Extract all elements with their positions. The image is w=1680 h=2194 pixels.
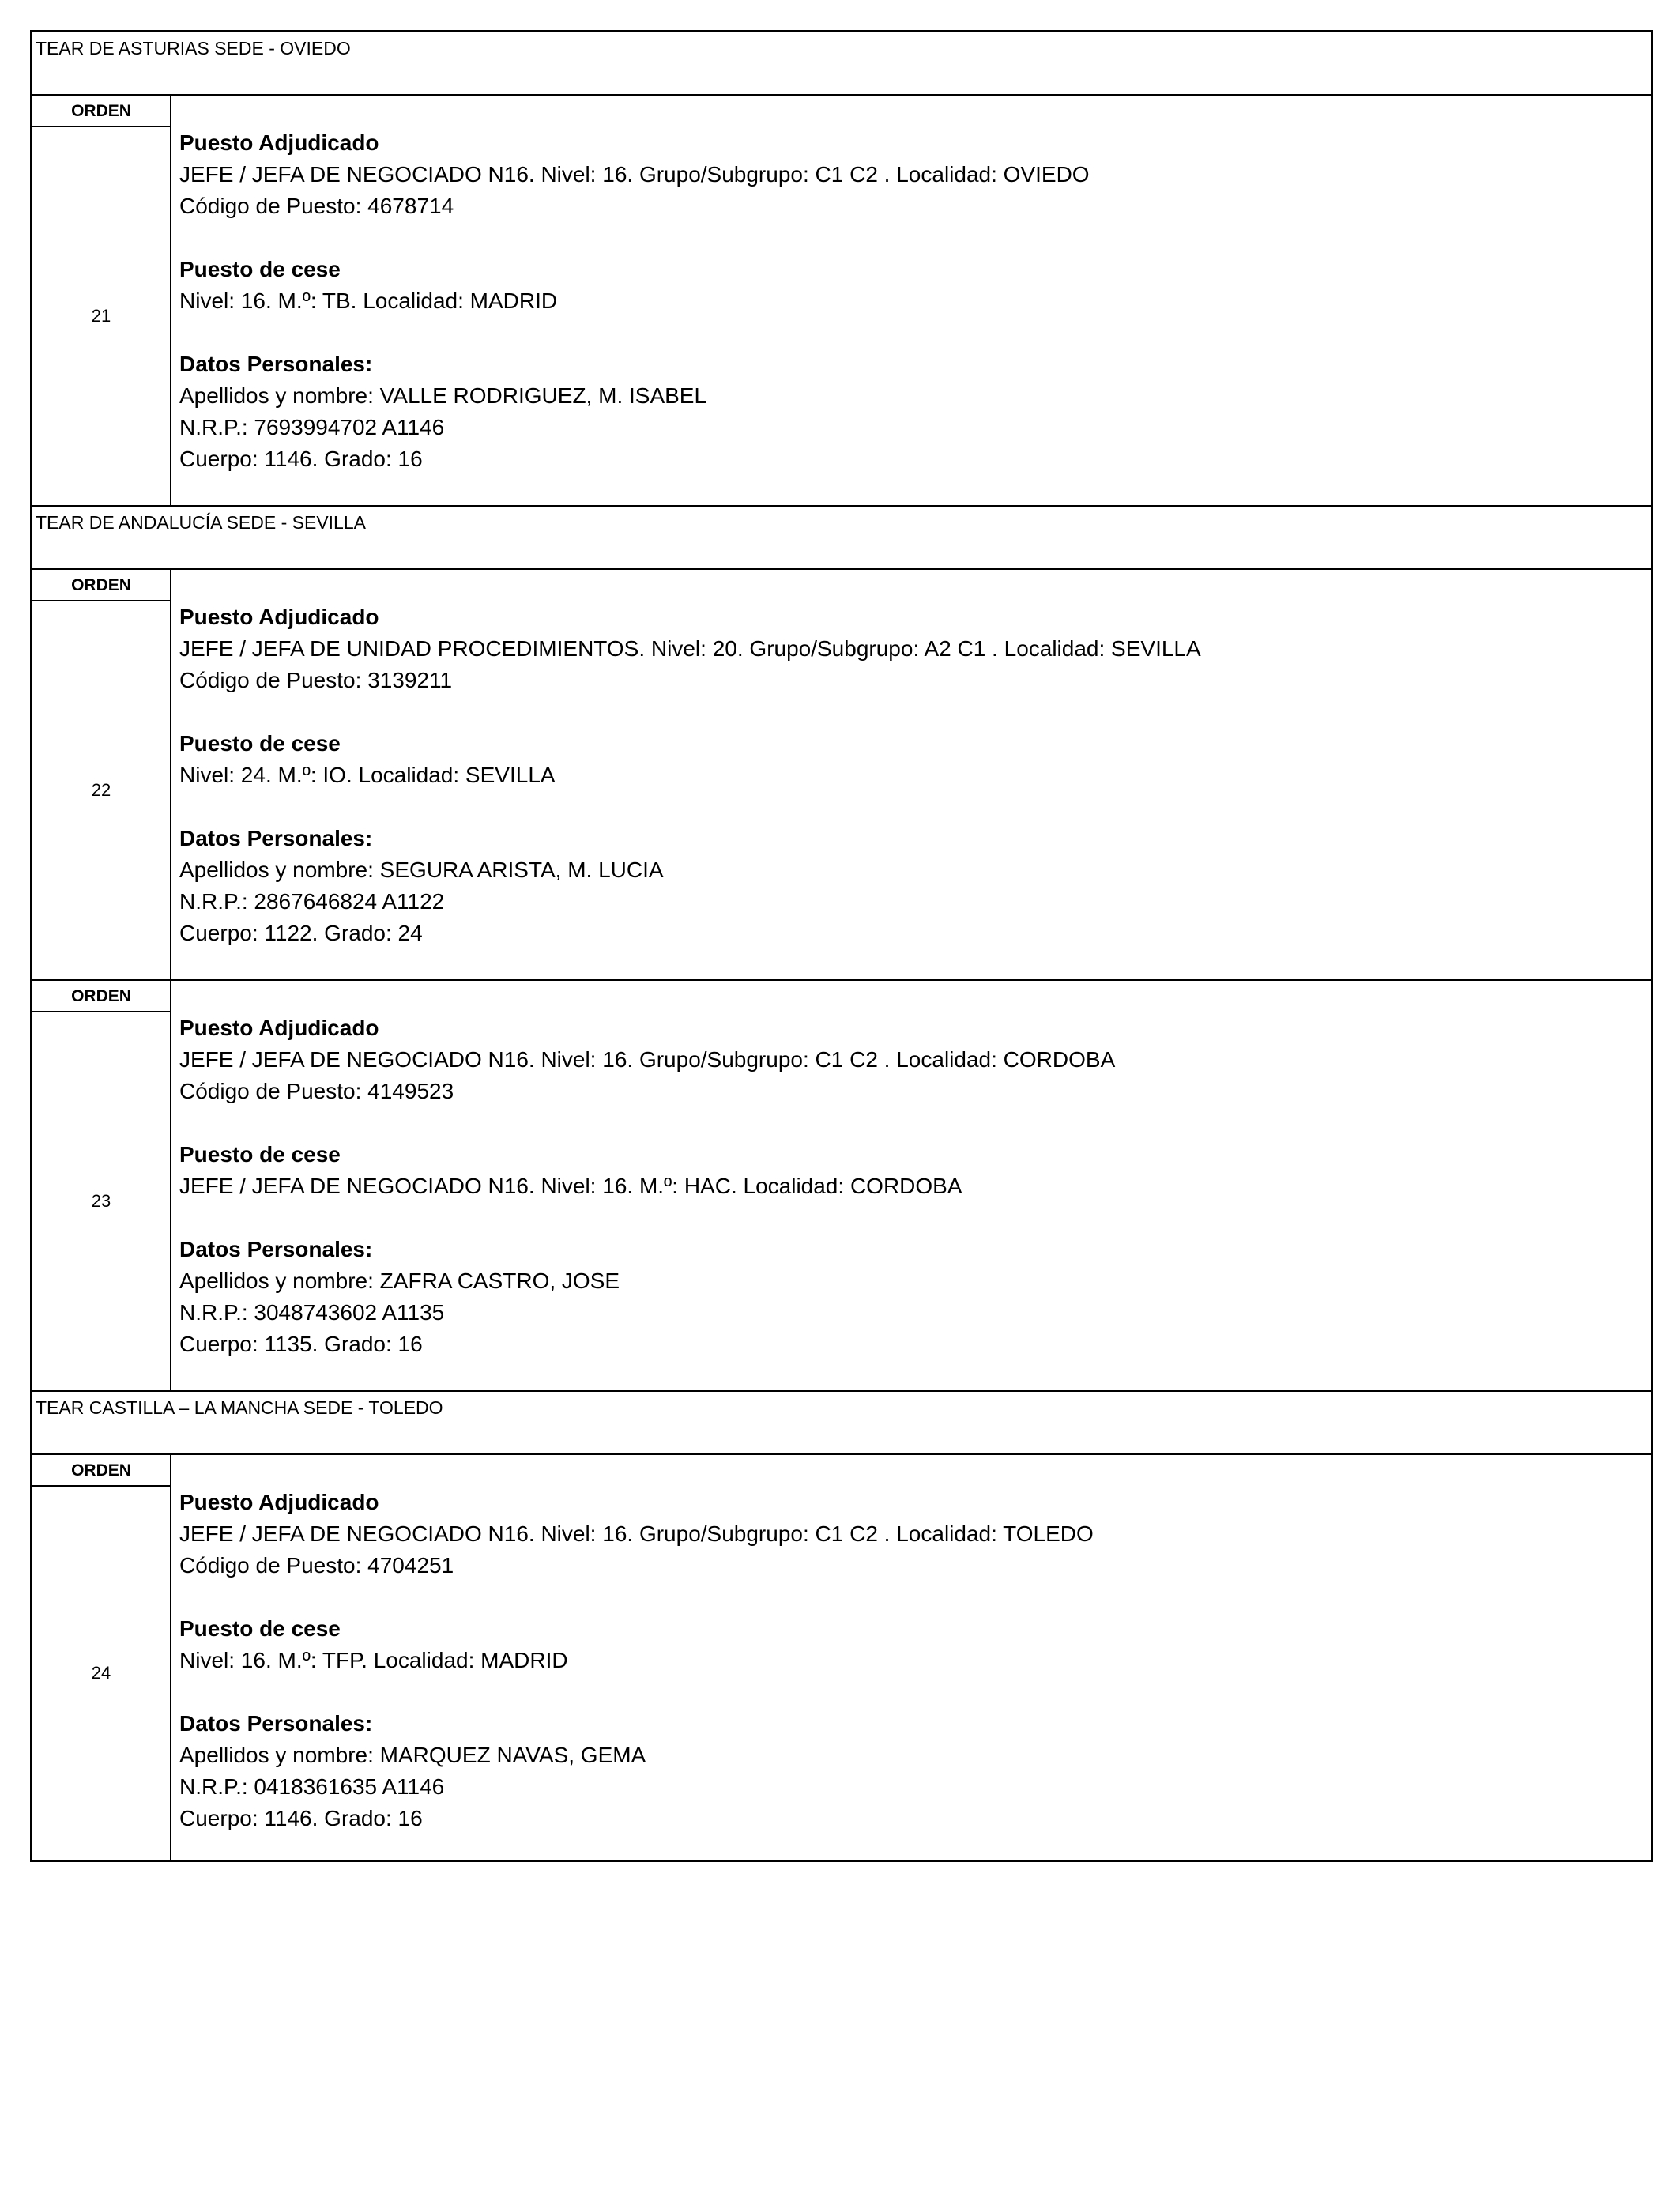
section-title: TEAR DE ANDALUCÍA SEDE - SEVILLA <box>36 512 366 533</box>
datos-personales-heading: Datos Personales: <box>179 352 373 376</box>
apellidos-nombre: Apellidos y nombre: MARQUEZ NAVAS, GEMA <box>179 1743 646 1767</box>
apellidos-nombre: Apellidos y nombre: ZAFRA CASTRO, JOSE <box>179 1269 620 1293</box>
spacer <box>179 222 1643 254</box>
orden-number: 21 <box>91 306 111 326</box>
puesto-adjudicado-heading: Puesto Adjudicado <box>179 1490 379 1514</box>
orden-number: 22 <box>91 780 111 800</box>
codigo-puesto: Código de Puesto: 4704251 <box>179 1553 454 1578</box>
entry-row <box>32 1455 1651 1860</box>
apellidos-nombre: Apellidos y nombre: VALLE RODRIGUEZ, M. ISABEL <box>179 383 707 408</box>
puesto-cese-text: Nivel: 16. M.º: TFP. Localidad: MADRID <box>179 1648 568 1672</box>
orden-column <box>32 981 171 1390</box>
orden-label: ORDEN <box>32 570 170 601</box>
spacer <box>179 791 1643 823</box>
puesto-cese-text: JEFE / JEFA DE NEGOCIADO N16. Nivel: 16. M.º: HAC. Localidad: CORDOBA <box>179 1174 962 1198</box>
puesto-adjudicado-text: JEFE / JEFA DE NEGOCIADO N16. Nivel: 16. Grupo/Subgrupo: C1 C2 . Localidad: OVIEDO <box>179 162 1090 187</box>
cuerpo-grado: Cuerpo: 1146. Grado: 16 <box>179 1806 423 1830</box>
apellidos-nombre: Apellidos y nombre: SEGURA ARISTA, M. LUCIA <box>179 858 664 882</box>
orden-label: ORDEN <box>32 96 170 127</box>
puesto-adjudicado-heading: Puesto Adjudicado <box>179 1016 379 1040</box>
entry-details <box>179 601 1643 949</box>
nrp: N.R.P.: 7693994702 A1146 <box>179 415 445 439</box>
puesto-adjudicado-heading: Puesto Adjudicado <box>179 130 379 155</box>
orden-label: ORDEN <box>32 981 170 1012</box>
cuerpo-grado: Cuerpo: 1122. Grado: 24 <box>179 921 423 945</box>
orden-column <box>32 1455 171 1860</box>
section-title: TEAR CASTILLA – LA MANCHA SEDE - TOLEDO <box>36 1397 443 1418</box>
section-title: TEAR DE ASTURIAS SEDE - OVIEDO <box>36 38 351 58</box>
orden-column <box>32 96 171 505</box>
puesto-cese-text: Nivel: 24. M.º: IO. Localidad: SEVILLA <box>179 763 556 787</box>
nrp: N.R.P.: 3048743602 A1135 <box>179 1300 445 1325</box>
entry-details <box>179 127 1643 475</box>
puesto-cese-heading: Puesto de cese <box>179 1616 341 1641</box>
entry-details <box>179 1012 1643 1360</box>
cuerpo-grado: Cuerpo: 1135. Grado: 16 <box>179 1332 423 1356</box>
spacer <box>179 1676 1643 1708</box>
datos-personales-heading: Datos Personales: <box>179 1711 373 1736</box>
datos-personales-heading: Datos Personales: <box>179 826 373 850</box>
adjudication-table <box>30 30 1653 1862</box>
spacer <box>179 1581 1643 1613</box>
spacer <box>179 1202 1643 1234</box>
puesto-adjudicado-text: JEFE / JEFA DE NEGOCIADO N16. Nivel: 16. Grupo/Subgrupo: C1 C2 . Localidad: TOLEDO <box>179 1521 1094 1546</box>
spacer <box>179 696 1643 728</box>
puesto-adjudicado-text: JEFE / JEFA DE UNIDAD PROCEDIMIENTOS. Nivel: 20. Grupo/Subgrupo: A2 C1 . Localidad: SEVILLA <box>179 636 1201 661</box>
section-header-toledo <box>32 1392 1651 1455</box>
puesto-cese-heading: Puesto de cese <box>179 257 341 281</box>
orden-label: ORDEN <box>32 1455 170 1487</box>
cuerpo-grado: Cuerpo: 1146. Grado: 16 <box>179 447 423 471</box>
puesto-cese-heading: Puesto de cese <box>179 1142 341 1167</box>
codigo-puesto: Código de Puesto: 4149523 <box>179 1079 454 1103</box>
orden-number: 24 <box>91 1663 111 1683</box>
puesto-cese-heading: Puesto de cese <box>179 731 341 756</box>
codigo-puesto: Código de Puesto: 3139211 <box>179 668 453 692</box>
entry-row <box>32 96 1651 507</box>
orden-column <box>32 570 171 979</box>
puesto-cese-text: Nivel: 16. M.º: TB. Localidad: MADRID <box>179 288 558 313</box>
puesto-adjudicado-heading: Puesto Adjudicado <box>179 605 379 629</box>
codigo-puesto: Código de Puesto: 4678714 <box>179 194 454 218</box>
nrp: N.R.P.: 2867646824 A1122 <box>179 889 445 914</box>
section-header-oviedo <box>32 32 1651 96</box>
spacer <box>179 1107 1643 1139</box>
entry-row <box>32 570 1651 981</box>
entry-row <box>32 981 1651 1392</box>
entry-details <box>179 1487 1643 1834</box>
section-header-sevilla <box>32 507 1651 570</box>
spacer <box>179 317 1643 349</box>
datos-personales-heading: Datos Personales: <box>179 1237 373 1261</box>
puesto-adjudicado-text: JEFE / JEFA DE NEGOCIADO N16. Nivel: 16. Grupo/Subgrupo: C1 C2 . Localidad: CORDOBA <box>179 1047 1116 1072</box>
orden-number: 23 <box>91 1191 111 1211</box>
nrp: N.R.P.: 0418361635 A1146 <box>179 1774 445 1799</box>
